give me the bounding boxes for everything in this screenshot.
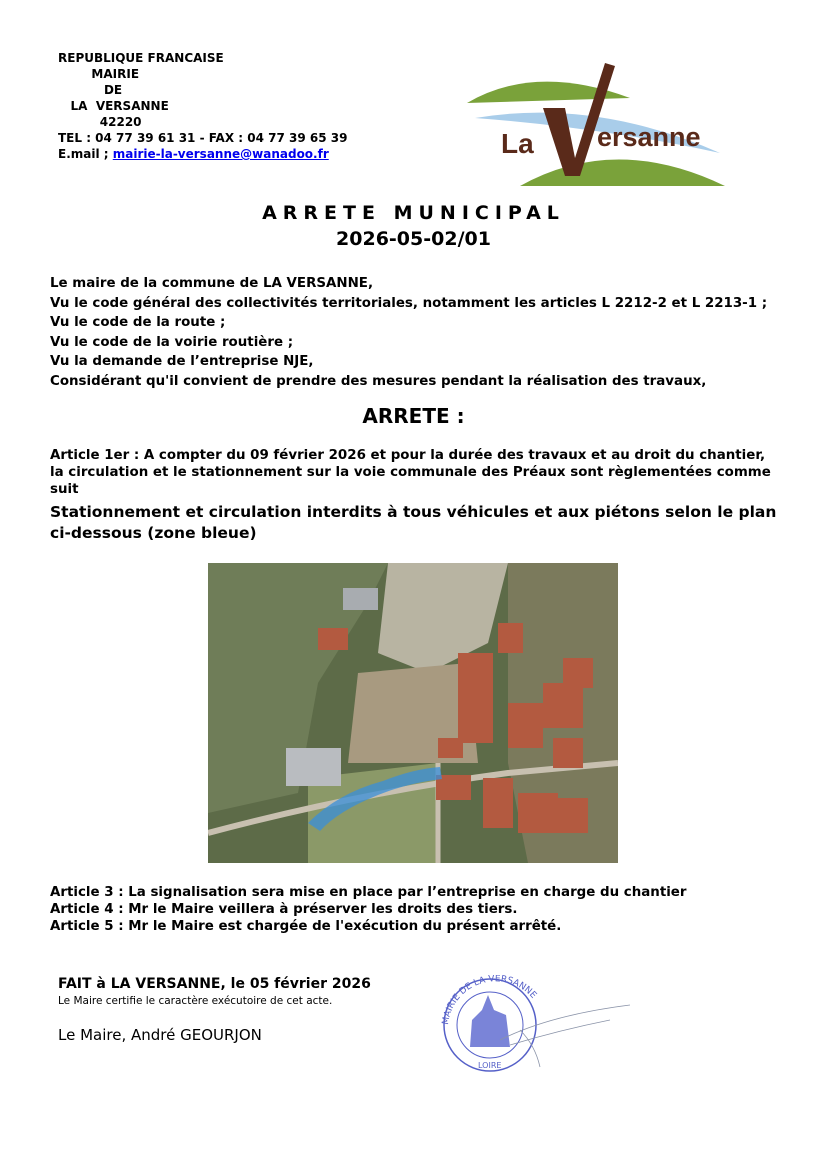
arrete-number: 2026-05-02/01 xyxy=(336,228,491,250)
aerial-map xyxy=(208,563,618,863)
la-versanne-logo xyxy=(465,58,727,190)
preamble-line: Vu le code de la route ; xyxy=(50,315,226,330)
logo-hill-bottom xyxy=(520,160,725,187)
header-line: DE xyxy=(58,83,123,97)
email-label: E.mail ; xyxy=(58,147,113,161)
fait-a: FAIT à LA VERSANNE, le 05 février 2026 xyxy=(58,976,371,992)
preamble xyxy=(50,274,767,391)
mairie-header xyxy=(58,50,347,162)
signature-stroke xyxy=(500,1005,630,1067)
header-line: REPUBLIQUE FRANCAISE xyxy=(58,51,224,65)
preamble-line: Vu le code de la voirie routière ; xyxy=(50,334,294,350)
logo-ersanne: ersanne xyxy=(597,122,701,152)
header-line: LA VERSANNE xyxy=(58,99,169,113)
article-1: Article 1er : A compter du 09 février 2026 et pour la durée des travaux et au droit du chantier, la circulation et le stationnement sur la voie communale des Préaux sont règlementées comme suit xyxy=(50,448,771,497)
article-3: Article 3 : La signalisation sera mise en place par l’entreprise en charge du chantier xyxy=(50,885,687,900)
header-line: 42220 xyxy=(58,115,142,129)
articles xyxy=(50,884,687,935)
logo-la: La xyxy=(501,128,534,159)
document-title: ARRETE MUNICIPAL xyxy=(262,202,565,224)
certification: Le Maire certifie le caractère exécutoire de cet acte. xyxy=(58,995,333,1007)
header-line: MAIRIE xyxy=(58,67,140,81)
zone-text: Stationnement et circulation interdits à tous véhicules et aux piétons selon le plan ci-dessous (zone bleue) xyxy=(50,503,777,542)
article-4: Article 4 : Mr le Maire veillera à préserver les droits des tiers. xyxy=(50,902,518,917)
phone-fax: TEL : 04 77 39 61 31 - FAX : 04 77 39 65 39 xyxy=(58,131,348,145)
preamble-line: Vu la demande de l’entreprise NJE, xyxy=(50,354,314,369)
article-5: Article 5 : Mr le Maire est chargée de l'exécution du présent arrêté. xyxy=(50,919,562,934)
preamble-line: Vu le code général des collectivités territoriales, notamment les articles L 2212-2 et L 2213-1 ; xyxy=(50,295,768,311)
email-link[interactable]: mairie-la-versanne@wanadoo.fr xyxy=(112,147,329,161)
maire-name: Le Maire, André GEOURJON xyxy=(58,1026,262,1044)
preamble-line: Considérant qu'il convient de prendre des mesures pendant la réalisation des travaux, xyxy=(50,373,707,389)
seal-text: MAIRIE DE LA VERSANNE xyxy=(440,975,539,1026)
preamble-line: Le maire de la commune de LA VERSANNE, xyxy=(50,276,374,291)
arrete-heading: ARRETE : xyxy=(362,404,465,428)
seal-bottom: LOIRE xyxy=(478,1061,502,1070)
mairie-seal xyxy=(420,975,640,1075)
